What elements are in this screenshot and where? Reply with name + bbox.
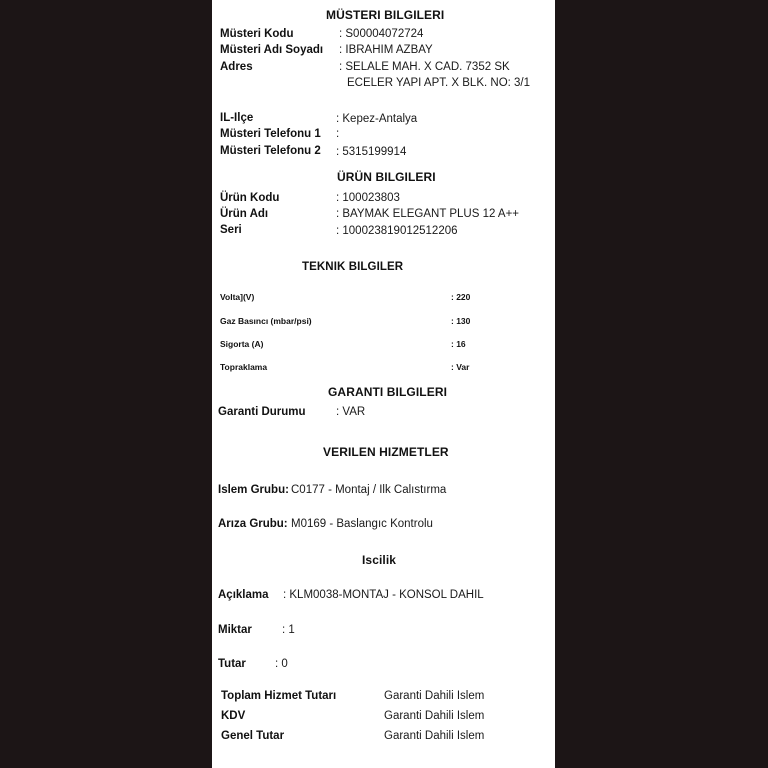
- customer-code-label: Müsteri Kodu: [220, 28, 294, 40]
- customer-info-heading: MÜSTERI BILGILERI: [326, 8, 445, 22]
- serial-value: : 100023819012512206: [336, 225, 458, 237]
- description-value: : KLM0038-MONTAJ - KONSOL DAHIL: [283, 589, 484, 601]
- tech-row-value: : 16: [451, 339, 466, 349]
- tech-row-label: Sigorta (A): [220, 339, 264, 349]
- quantity-value: : 1: [282, 624, 295, 636]
- phone1-value: :: [336, 128, 340, 140]
- address-label: Adres: [220, 61, 253, 73]
- description-label: Açıklama: [218, 589, 269, 601]
- fault-group-label: Arıza Grubu:: [218, 518, 288, 530]
- address-line-1: : SELALE MAH. X CAD. 7352 SK: [339, 61, 510, 73]
- customer-name-value: : IBRAHIM AZBAY: [339, 44, 433, 56]
- labor-heading: Iscilik: [362, 553, 397, 567]
- quantity-label: Miktar: [218, 624, 252, 636]
- product-name-value: : BAYMAK ELEGANT PLUS 12 A++: [336, 208, 520, 220]
- tech-row-label: Volta](V): [220, 292, 255, 302]
- address-line-2: ECELER YAPI APT. X BLK. NO: 3/1: [347, 77, 531, 89]
- phone1-label: Müsteri Telefonu 1: [220, 128, 321, 140]
- total-service-value: Garanti Dahili Islem: [384, 690, 485, 702]
- product-code-value: : 100023803: [336, 192, 400, 204]
- tech-row-value: : 220: [451, 292, 471, 302]
- province-value: : Kepez-Antalya: [336, 113, 418, 125]
- vat-label: KDV: [221, 710, 246, 722]
- serial-label: Seri: [220, 224, 242, 236]
- amount-label: Tutar: [218, 658, 246, 670]
- technical-info-heading: TEKNIK BILGILER: [302, 261, 404, 273]
- grand-total-value: Garanti Dahili Islem: [384, 730, 485, 742]
- product-code-label: Ürün Kodu: [220, 192, 280, 204]
- product-info-heading: ÜRÜN BILGILERI: [337, 170, 436, 184]
- amount-value: : 0: [275, 658, 288, 670]
- vat-value: Garanti Dahili Islem: [384, 710, 485, 722]
- fault-group-value: M0169 - Baslangıc Kontrolu: [291, 518, 433, 530]
- warranty-status-value: : VAR: [336, 406, 366, 418]
- services-heading: VERILEN HIZMETLER: [323, 445, 449, 459]
- phone2-label: Müsteri Telefonu 2: [220, 145, 321, 157]
- warranty-info-heading: GARANTI BILGILERI: [328, 385, 448, 399]
- warranty-status-label: Garanti Durumu: [218, 406, 306, 418]
- total-service-label: Toplam Hizmet Tutarı: [221, 690, 337, 702]
- operation-group-value: C0177 - Montaj / Ilk Calıstırma: [291, 484, 447, 496]
- tech-row-value: : 130: [451, 316, 471, 326]
- grand-total-label: Genel Tutar: [221, 730, 285, 742]
- customer-code-value: : S00004072724: [339, 28, 424, 40]
- tech-row-label: Topraklama: [220, 362, 268, 372]
- province-label: IL-Ilçe: [220, 112, 254, 124]
- tech-row-value: : Var: [451, 362, 470, 372]
- phone2-value: : 5315199914: [336, 146, 407, 158]
- service-form-page: [212, 0, 555, 768]
- customer-name-label: Müsteri Adı Soyadı: [220, 44, 324, 56]
- tech-row-label: Gaz Basıncı (mbar/psi): [220, 316, 312, 326]
- product-name-label: Ürün Adı: [220, 208, 269, 220]
- operation-group-label: Islem Grubu:: [218, 484, 289, 496]
